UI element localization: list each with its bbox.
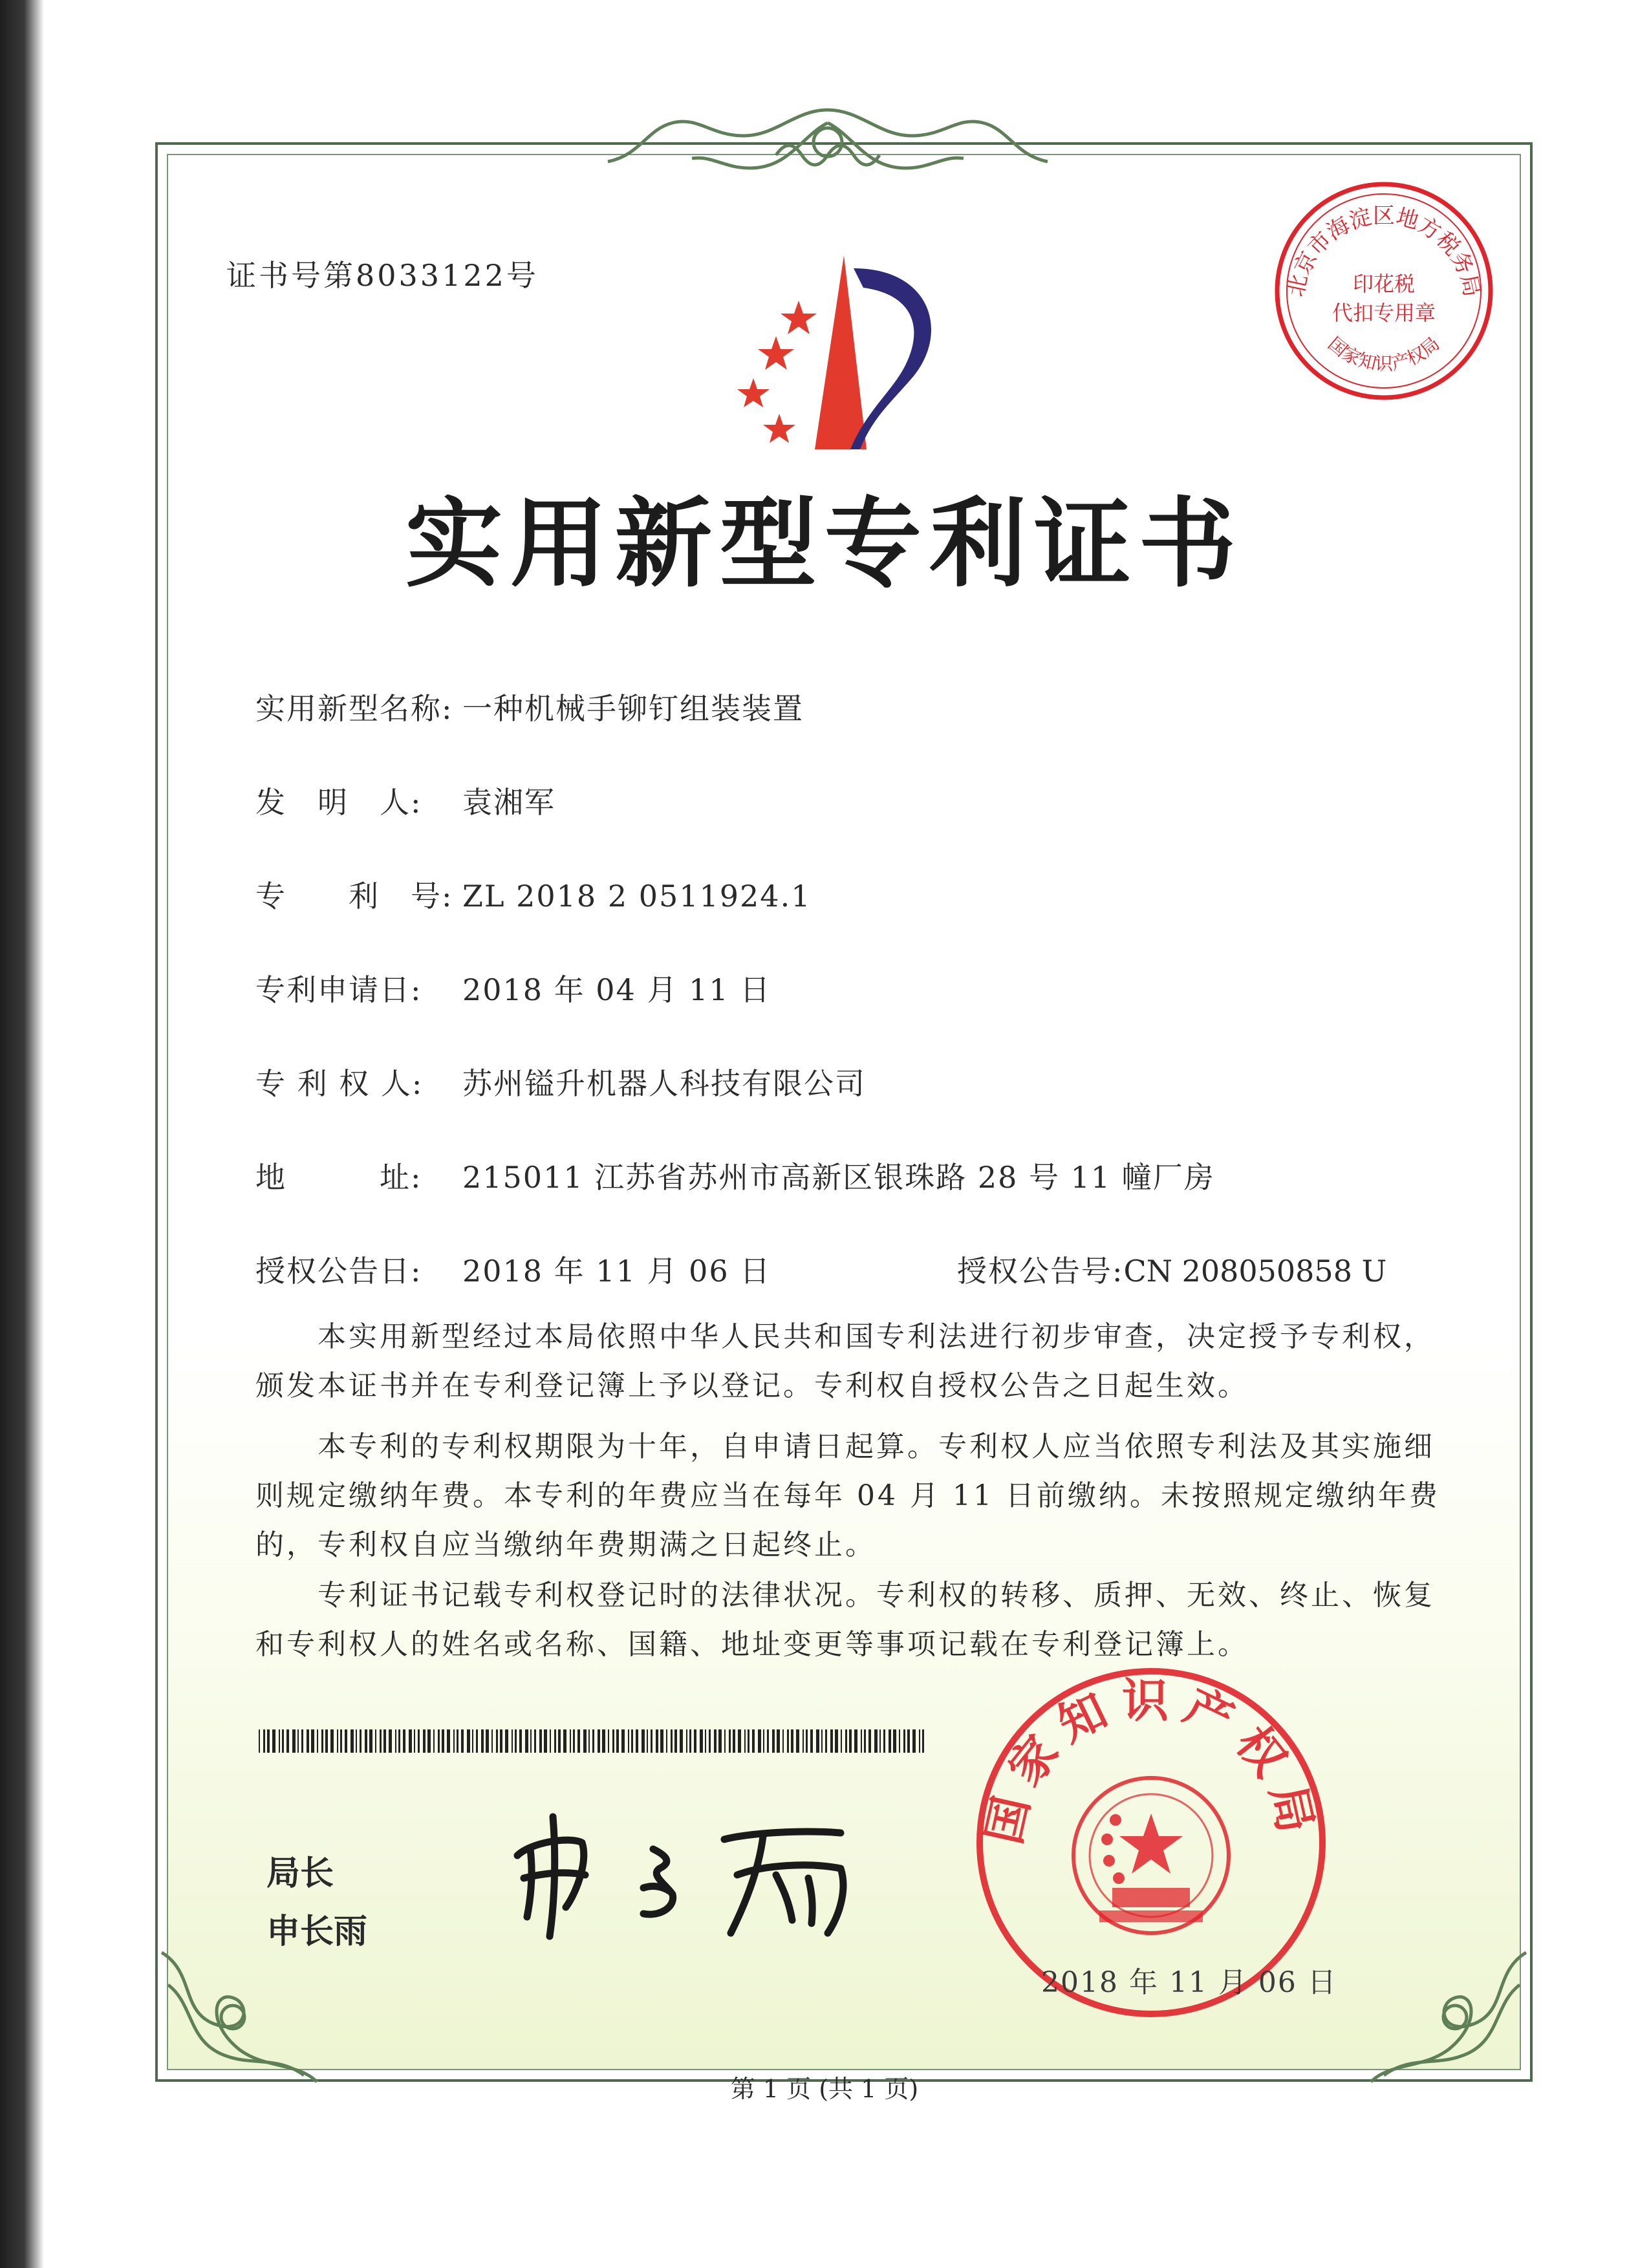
field-label: 专 利 号: bbox=[255, 879, 453, 914]
grant-date-row bbox=[255, 1248, 771, 1290]
certificate-paragraph: 本专利的专利权期限为十年，自申请日起算。专利权人应当依照专利法及其实施细则规定缴纳年费。本专利的年费应当在每年 04 月 11 日前缴纳。未按照规定缴纳年费的，专利权自应当缴纳年费期满之日起终止。 bbox=[255, 1430, 1440, 1561]
field-label: 专利申请日: bbox=[255, 972, 422, 1007]
director-signature-icon bbox=[504, 1804, 867, 1946]
certificate-title: 实用新型专利证书 bbox=[405, 487, 1244, 601]
grant-number-row bbox=[957, 1248, 1386, 1290]
field-value: 2018 年 11 月 06 日 bbox=[462, 1254, 771, 1289]
scan-edge bbox=[0, 0, 44, 2268]
svg-text:北京市海淀区地方税务局: 北京市海淀区地方税务局 bbox=[1282, 203, 1485, 299]
certificate-paragraph: 专利证书记载专利权登记时的法律状况。专利权的转移、质押、无效、终止、恢复和专利权人的姓名或名称、国籍、地址变更等事项记载在专利登记簿上。 bbox=[255, 1579, 1435, 1661]
field-label: 发 明 人: bbox=[255, 785, 422, 820]
svg-text:国家知识产权局: 国家知识产权局 bbox=[1324, 332, 1444, 375]
bottom-left-ornament-icon bbox=[155, 1946, 323, 2088]
field-value: 苏州镒升机器人科技有限公司 bbox=[462, 1066, 866, 1101]
svg-text:代扣专用章: 代扣专用章 bbox=[1331, 301, 1436, 325]
address-row bbox=[255, 1154, 1215, 1197]
svg-text:印花税: 印花税 bbox=[1352, 272, 1416, 296]
seal-arc-text: 国家知识产权局 bbox=[975, 1673, 1327, 1849]
filing-date-row bbox=[255, 967, 771, 1009]
barcode-icon bbox=[259, 1729, 925, 1753]
patent-number-row bbox=[255, 873, 811, 915]
director-title: 局长 bbox=[266, 1854, 334, 1893]
bottom-right-ornament-icon bbox=[1364, 1946, 1533, 2088]
field-label: 授权公告号: bbox=[957, 1254, 1124, 1289]
certificate-paragraph: 本实用新型经过本局依照中华人民共和国专利法进行初步审查，决定授予专利权，颁发本证书并在专利登记簿上予以登记。专利权自授权公告之日起生效。 bbox=[255, 1320, 1435, 1402]
field-value: 一种机械手铆钉组装装置 bbox=[462, 691, 804, 726]
field-value: ZL 2018 2 0511924.1 bbox=[462, 879, 812, 914]
field-label: 授权公告日: bbox=[255, 1254, 422, 1289]
inventor-row bbox=[255, 779, 555, 822]
field-value: 袁湘军 bbox=[462, 785, 555, 820]
seal-date: 2018 年 11 月 06 日 bbox=[1041, 1966, 1337, 1999]
director-name: 申长雨 bbox=[266, 1912, 368, 1951]
page-number: 第 1 页 (共 1 页) bbox=[730, 2075, 919, 2103]
top-ornament-icon bbox=[582, 97, 1073, 194]
field-value: CN 208050858 U bbox=[1123, 1254, 1387, 1289]
field-value: 2018 年 04 月 11 日 bbox=[462, 972, 771, 1007]
cnipa-logo-icon bbox=[718, 255, 964, 462]
tax-stamp-seal-icon bbox=[1267, 175, 1500, 407]
utility-model-name-row bbox=[255, 685, 804, 728]
certificate-number: 证书号第8033122号 bbox=[226, 258, 539, 293]
field-label: 地 址: bbox=[255, 1160, 422, 1195]
field-value: 215011 江苏省苏州市高新区银珠路 28 号 11 幢厂房 bbox=[462, 1160, 1215, 1195]
field-label: 专 利 权 人: bbox=[255, 1066, 424, 1101]
patentee-row bbox=[255, 1060, 866, 1103]
field-label: 实用新型名称: bbox=[255, 691, 453, 726]
